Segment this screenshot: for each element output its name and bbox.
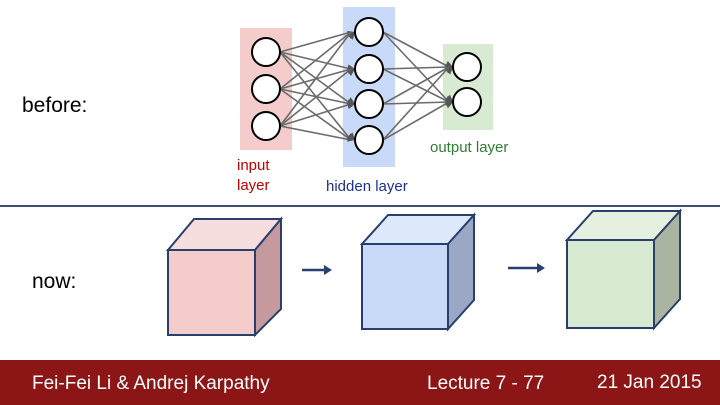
- output-volume-cube: [567, 211, 680, 328]
- arrow-hidden-to-output: [508, 263, 545, 273]
- hidden-neuron: [355, 126, 383, 154]
- footer-lecture-number: Lecture 7 - 77: [427, 373, 545, 394]
- hidden-volume-cube: [362, 215, 474, 329]
- hidden-neuron: [355, 55, 383, 83]
- output-neuron: [453, 88, 481, 116]
- arrow-input-to-hidden: [302, 265, 332, 275]
- footer-authors: Fei-Fei Li & Andrej Karpathy: [32, 373, 270, 394]
- now-label: now:: [32, 270, 77, 293]
- footer-date: 21 Jan 2015: [597, 372, 702, 393]
- input-neuron: [252, 38, 280, 66]
- before-label: before:: [22, 94, 88, 117]
- input-volume-cube: [168, 219, 281, 335]
- output-neuron: [453, 53, 481, 81]
- input-neuron: [252, 112, 280, 140]
- hidden-neuron: [355, 18, 383, 46]
- hidden-neuron: [355, 90, 383, 118]
- input-neuron: [252, 75, 280, 103]
- output-layer-label: output layer: [430, 139, 509, 156]
- hidden-layer-label: hidden layer: [326, 178, 408, 195]
- input-layer-label: input layer: [237, 157, 270, 194]
